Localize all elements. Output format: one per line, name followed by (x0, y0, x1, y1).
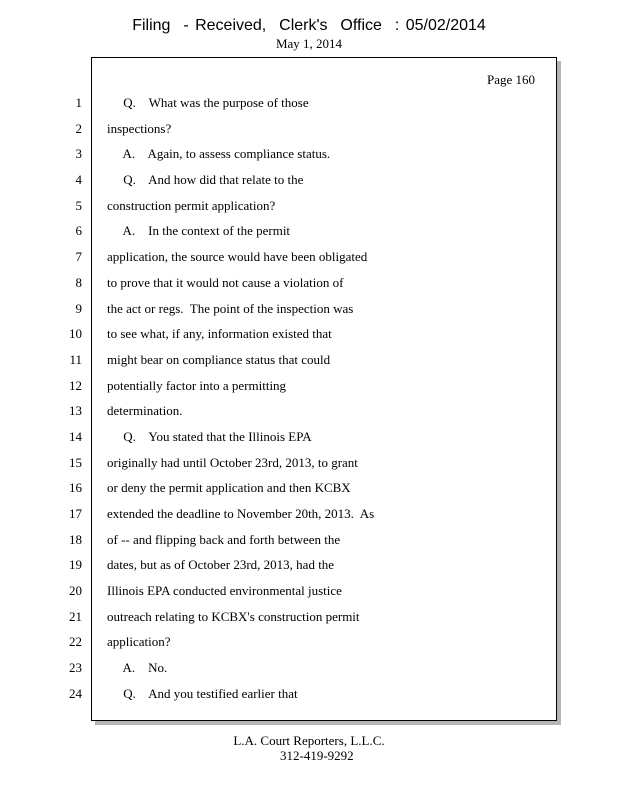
line-number: 22 (69, 634, 82, 650)
line-number: 5 (75, 197, 82, 213)
reporter-phone: 312-419-9292 (280, 748, 354, 763)
line-number: 21 (69, 608, 82, 624)
line-number: 23 (69, 660, 82, 676)
transcript-line: Q. And you testified earlier that (107, 685, 298, 701)
transcript-line: or deny the permit application and then KCBX (107, 480, 351, 496)
line-number: 12 (69, 377, 82, 393)
transcript-line: outreach relating to KCBX's construction permit (107, 608, 360, 624)
transcript-line: to see what, if any, information existed that (107, 326, 332, 342)
transcript-line: A. In the context of the permit (107, 223, 291, 239)
transcript-line: extended the deadline to November 20th, 2013. As (107, 506, 375, 521)
transcript-line: A. Again, to assess compliance status. (107, 146, 331, 162)
transcript-line: Illinois EPA conducted environmental justice (107, 583, 342, 599)
line-number: 18 (69, 531, 82, 547)
transcript-line: Q. You stated that the Illinois EPA (107, 428, 312, 444)
line-number: 15 (69, 454, 82, 470)
transcript-line: construction permit application? (107, 197, 276, 213)
transcript-line: dates, but as of October 23rd, 2013, had the (107, 557, 335, 573)
page-number: Page 160 (486, 72, 535, 87)
line-number: 4 (75, 172, 82, 188)
transcript-line: determination. (107, 403, 183, 419)
line-number: 9 (75, 300, 82, 316)
line-number: 16 (69, 480, 82, 496)
transcript-line: might bear on compliance status that could (107, 351, 331, 367)
line-number: 7 (75, 249, 82, 265)
transcript-line: A. No. (107, 660, 168, 676)
transcript-line: originally had until October 23rd, 2013, to grant (107, 454, 358, 470)
line-number: 20 (69, 583, 82, 599)
transcript-text (107, 94, 547, 711)
transcript-line: to prove that it would not cause a violation of (107, 274, 344, 290)
line-number: 24 (69, 685, 82, 701)
line-number: 17 (69, 506, 82, 521)
transcript-line: application? (107, 634, 171, 650)
reporter-company: L.A. Court Reporters, L.L.C. (233, 733, 385, 748)
transcript-line: potentially factor into a permitting (107, 377, 287, 393)
transcript-line: of -- and flipping back and forth between the (107, 531, 341, 547)
line-number: 8 (75, 274, 82, 290)
transcript-date: May 1, 2014 (275, 36, 343, 51)
line-number: 3 (75, 146, 82, 162)
line-number: 11 (69, 351, 82, 367)
line-number: 2 (75, 120, 82, 136)
line-number: 14 (69, 428, 82, 444)
line-number: 10 (69, 326, 82, 342)
transcript-line: the act or regs. The point of the inspection was (107, 300, 354, 316)
transcript-line: application, the source would have been obligated (107, 249, 368, 265)
line-number: 19 (69, 557, 82, 573)
line-number: 13 (69, 403, 82, 419)
line-number: 6 (75, 223, 82, 239)
line-number-column (56, 94, 82, 711)
transcript-line: Q. What was the purpose of those (107, 95, 309, 110)
filing-stamp: Filing - Received, Clerk's Office : 05/02/2014 (132, 17, 486, 34)
transcript-line: inspections? (107, 120, 172, 136)
line-number: 1 (75, 95, 82, 110)
transcript-line: Q. And how did that relate to the (107, 172, 304, 188)
